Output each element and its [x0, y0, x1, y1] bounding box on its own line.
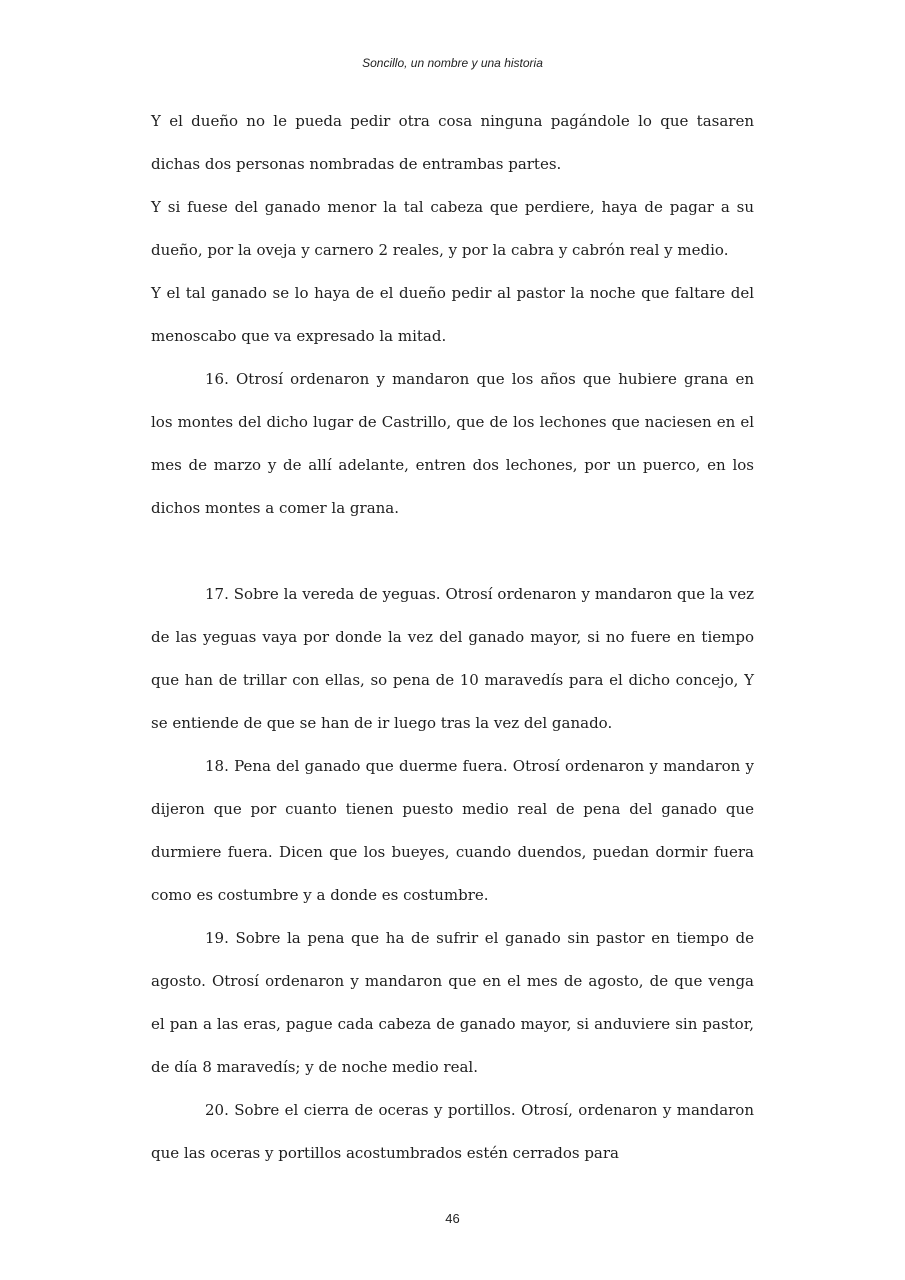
paragraph-2: Y si fuese del ganado menor la tal cabeza que perdiere, haya de pagar a su dueño, por la oveja y carnero 2 reales, y por la cabra y cabrón real y medio. — [151, 198, 754, 259]
paragraph-article-17: 17. Sobre la vereda de yeguas. Otrosí ordenaron y mandaron que la vez de las yeguas vaya por donde la vez del ganado mayor, si no fuere en tiempo que han de trillar con ellas, so pena de 10 maravedís para el dicho concejo, Y se entiende de que se han de ir luego tras la vez del ganado. — [151, 585, 754, 732]
paragraph-article-20: 20. Sobre el cierra de oceras y portillos. Otrosí, ordenaron y mandaron que las oceras y portillos acostumbrados estén cerrados para — [151, 1101, 754, 1162]
paragraph-article-18: 18. Pena del ganado que duerme fuera. Otrosí ordenaron y mandaron y dijeron que por cuanto tienen puesto medio real de pena del ganado que durmiere fuera. Dicen que los bueyes, cuando duendos, puedan dormir fuera como es costumbre y a donde es costumbre. — [151, 757, 754, 904]
running-header: Soncillo, un nombre y una historia — [362, 56, 543, 70]
paragraph-article-16: 16. Otrosí ordenaron y mandaron que los años que hubiere grana en los montes del dicho lugar de Castrillo, que de los lechones que naciesen en el mes de marzo y de allí adelante, entren dos lechones, por un puerco, en los dichos montes a comer la grana. — [151, 370, 754, 517]
page-number: 46 — [445, 1211, 460, 1226]
paragraph-article-19: 19. Sobre la pena que ha de sufrir el ganado sin pastor en tiempo de agosto. Otrosí ordenaron y mandaron que en el mes de agosto, de que venga el pan a las eras, pague cada cabeza de ganado mayor, si anduviere sin pastor, de día 8 maravedís; y de noche medio real. — [151, 929, 754, 1076]
paragraph-1: Y el dueño no le pueda pedir otra cosa ninguna pagándole lo que tasaren dichas dos personas nombradas de entrambas partes. — [151, 112, 754, 173]
paragraph-3: Y el tal ganado se lo haya de el dueño pedir al pastor la noche que faltare del menoscabo que va expresado la mitad. — [151, 284, 754, 345]
body-text — [151, 100, 754, 1175]
